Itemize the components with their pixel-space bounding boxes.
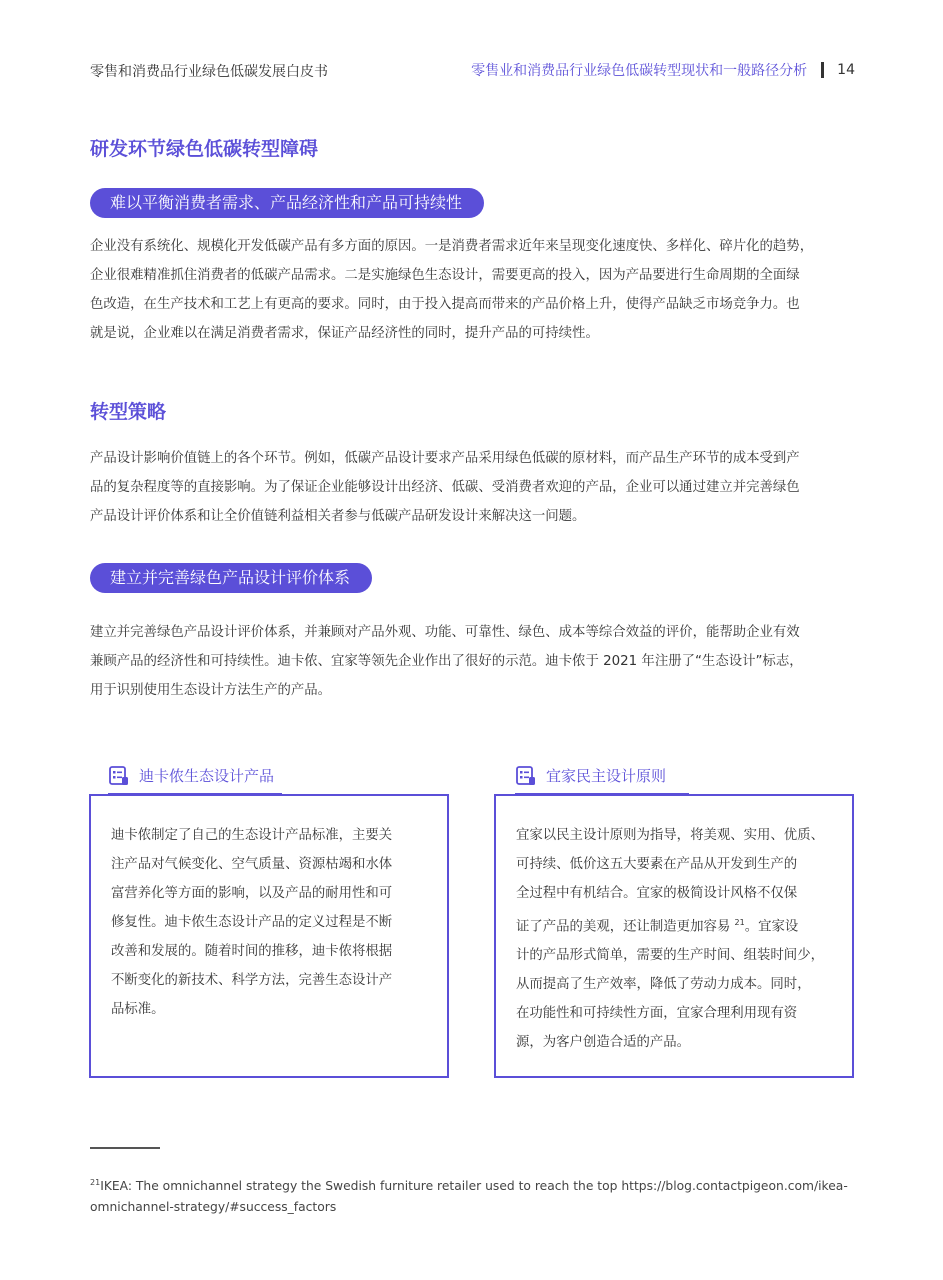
- section-title-obstacles: 研发环节绿色低碳转型障碍: [90, 138, 319, 160]
- card-line: 不断变化的新技术、科学方法，完善生态设计产: [111, 973, 393, 988]
- paragraph-evaluation: [90, 618, 855, 705]
- footnote-rule: [90, 1147, 160, 1149]
- footnote-number: 21: [90, 1178, 101, 1187]
- card-line: 品标准。: [111, 1002, 165, 1017]
- card-line: 计的产品形式简单，需要的生产时间、组装时间少，: [516, 948, 824, 964]
- footnote: [90, 1172, 855, 1218]
- footnote-ref[interactable]: 21: [734, 918, 745, 927]
- subheading-pill-balance: 难以平衡消费者需求、产品经济性和产品可持续性: [90, 188, 484, 218]
- text-line: 建立并完善绿色产品设计评价体系，并兼顾对产品外观、功能、可靠性、绿色、成本等综合效益的评价，能帮助企业有效: [90, 625, 800, 640]
- card-line: 可持续、低价这五大要素在产品从开发到生产的: [516, 857, 798, 872]
- text-line: 兼顾产品的经济性和可持续性。迪卡侬、宜家等领先企业作出了很好的示范。迪卡侬于 2021 年注册了“生态设计”标志，: [90, 654, 803, 669]
- paragraph-obstacles: [90, 232, 855, 348]
- card-line: 宜家以民主设计原则为指导，将美观、实用、优质、: [516, 828, 824, 843]
- paragraph-strategy: [90, 444, 855, 531]
- running-header-right: [471, 60, 855, 80]
- text-line: 就是说，企业难以在满足消费者需求，保证产品经济性的同时，提升产品的可持续性。: [90, 326, 599, 341]
- running-header-left: 零售和消费品行业绿色低碳发展白皮书: [90, 64, 328, 80]
- card-line: 迪卡侬制定了自己的生态设计产品标准，主要关: [111, 828, 393, 843]
- card-line: 全过程中有机结合。宜家的极简设计风格不仅保: [516, 886, 798, 901]
- card-line-part: 。宜家设: [744, 919, 799, 935]
- footnote-text: IKEA: The omnichannel strategy the Swedish furniture retailer used to reach the top https://blog.contactpigeon.com/ikea-omnichannel-strategy/#success_factors: [90, 1179, 848, 1215]
- card-line: 在功能性和可持续性方面，宜家合理利用现有资: [516, 1006, 798, 1022]
- text-line: 企业没有系统化、规模化开发低碳产品有多方面的原因。一是消费者需求近年来呈现变化速度快、多样化、碎片化的趋势，: [90, 239, 814, 254]
- checklist-icon: [515, 764, 537, 786]
- text-line: 用于识别使用生态设计方法生产的产品。: [90, 683, 332, 698]
- card-body-ikea: [516, 821, 832, 1057]
- text-line: 企业很难精准抓住消费者的低碳产品需求。二是实施绿色生态设计，需要更高的投入，因为产品要进行生命周期的全面绿: [90, 268, 800, 283]
- card-body-decathlon: [111, 821, 427, 1024]
- card-line: 从而提高了生产效率，降低了劳动力成本。同时，: [516, 977, 811, 993]
- text-line: 色改造，在生产技术和工艺上有更高的要求。同时，由于投入提高而带来的产品价格上升，使得产品缺乏市场竞争力。也: [90, 297, 800, 312]
- card-title: 宜家民主设计原则: [546, 766, 667, 785]
- text-line: 产品设计评价体系和让全价值链利益相关者参与低碳产品研发设计来解决这一问题。: [90, 509, 586, 524]
- card-line: 注产品对气候变化、空气质量、资源枯竭和水体: [111, 857, 393, 872]
- header-divider: [821, 62, 824, 78]
- card-title: 迪卡侬生态设计产品: [139, 766, 275, 785]
- text-line: 品的复杂程度等的直接影响。为了保证企业能够设计出经济、低碳、受消费者欢迎的产品，企业可以通过建立并完善绿色: [90, 480, 800, 495]
- subheading-pill-evaluation: 建立并完善绿色产品设计评价体系: [90, 563, 372, 593]
- text-line: 产品设计影响价值链上的各个环节。例如，低碳产品设计要求产品采用绿色低碳的原材料，而产品生产环节的成本受到产: [90, 451, 800, 466]
- page-number: 14: [837, 62, 855, 78]
- card-line: [516, 908, 832, 941]
- card-header-ikea: [515, 760, 666, 790]
- chapter-title: 零售业和消费品行业绿色低碳转型现状和一般路径分析: [471, 63, 808, 79]
- card-line-part: 证了产品的美观，还让制造更加容易: [516, 919, 731, 935]
- card-line: 修复性。迪卡侬生态设计产品的定义过程是不断: [111, 915, 393, 930]
- checklist-icon: [108, 764, 130, 786]
- card-line: 富营养化等方面的影响，以及产品的耐用性和可: [111, 886, 393, 901]
- section-title-strategy: 转型策略: [90, 401, 167, 423]
- card-line: 改善和发展的。随着时间的推移，迪卡侬将根据: [111, 944, 393, 959]
- card-line: 源，为客户创造合适的产品。: [516, 1035, 691, 1051]
- card-header-decathlon: [108, 760, 274, 790]
